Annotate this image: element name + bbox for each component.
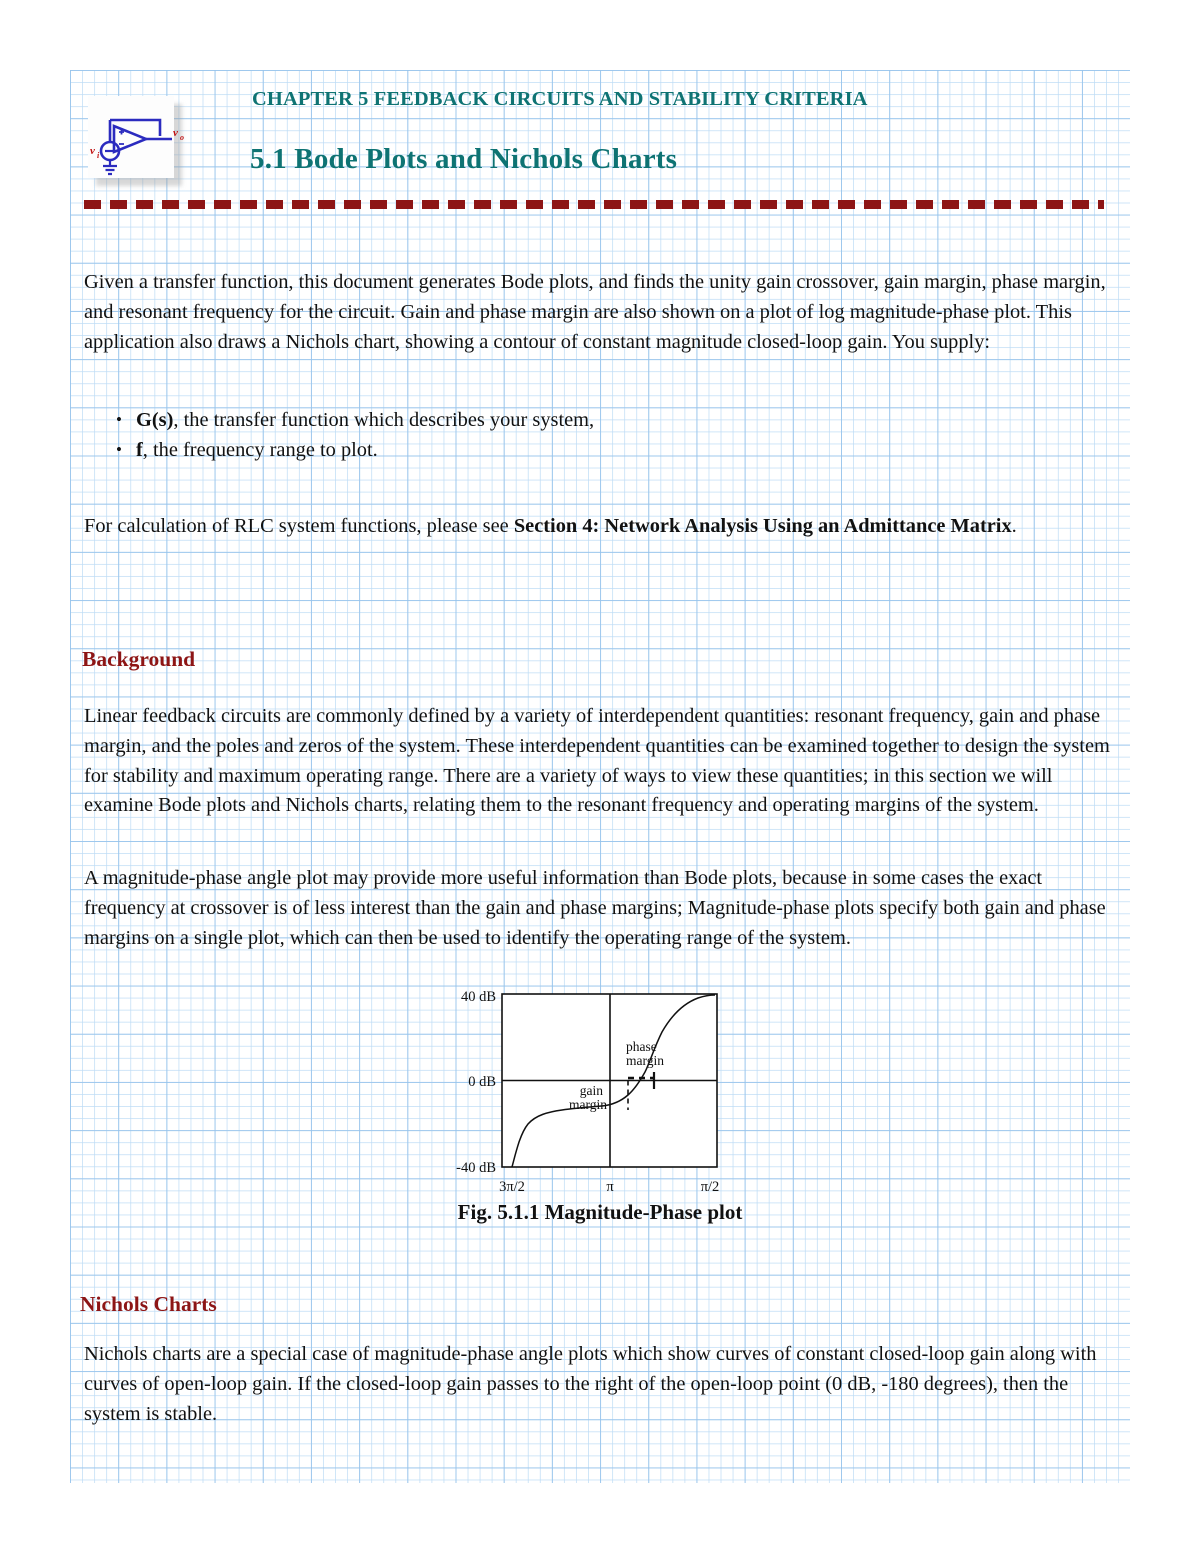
x-tick-label-pi2: π/2 [700,1179,720,1195]
gain-margin-label-line1: gain [579,1083,603,1098]
bullet-term: G(s) [136,409,174,431]
svg-text:o: o [180,133,184,142]
nichols-paragraph: Nichols charts are a special case of magnitude-phase angle plots which show curves of constant closed-loop gain along with curves of open-loop gain. If the closed-loop gain passes to the right of the open-loop point (0 dB, -180 degrees), then the system is stable. [84,1343,1097,1425]
list-item [110,406,810,436]
x-tick-label-3pi2: 3π/2 [499,1179,525,1195]
nichols-charts-heading: Nichols Charts [80,1292,217,1316]
chapter-title: CHAPTER 5 FEEDBACK CIRCUITS AND STABILITY CRITERIA [252,88,868,110]
reference-prefix: For calculation of RLC system functions, please see [84,515,514,537]
header-divider [84,200,1104,209]
requirements-list [110,406,810,466]
reference-suffix: . [1011,515,1017,537]
svg-text:v: v [173,127,178,139]
y-tick-label-0db: 0 dB [468,1074,496,1090]
list-item [110,436,810,466]
phase-margin-label-line1: phase [626,1039,657,1054]
bullet-text: , the frequency range to plot. [142,438,378,461]
gain-margin-label-line2: margin [569,1097,607,1112]
background-paragraph-1: Linear feedback circuits are commonly defined by a variety of interdependent quantities: resonant frequency, gain and phase margin, and the poles and zeros of the system. These interdependent quantities can be examined together to design the system for stability and maximum operating range. There are a variety of ways to view these quantities; in this section we will examine Bode plots and Nichols charts, relating them to the resonant frequency and operating margins of the system. [84,705,1110,817]
figure-caption: Fig. 5.1.1 Magnitude-Phase plot [457,1200,743,1224]
svg-text:v: v [90,145,95,157]
intro-paragraph: Given a transfer function, this document generates Bode plots, and finds the unity gain crossover, gain margin, phase margin, and resonant frequency for the circuit. Gain and phase margin are also shown on a plot of log magnitude-phase plot. This application also draws a Nichols chart, showing a contour of constant magnitude closed-loop gain. You supply: [84,271,1106,353]
bullet-term: f [136,438,143,461]
background-heading: Background [82,647,196,671]
y-tick-label-40db: 40 dB [460,989,496,1005]
svg-text:i: i [97,151,100,160]
phase-margin-label-line2: margin [626,1053,664,1068]
section-title: 5.1 Bode Plots and Nichols Charts [250,143,678,175]
reference-paragraph [84,512,1119,542]
reference-link[interactable]: Section 4: Network Analysis Using an Admittance Matrix [513,515,1012,537]
y-tick-label-minus40db: -40 dB [456,1160,496,1176]
background-paragraph-2: A magnitude-phase angle plot may provide more useful information than Bode plots, because in some cases the exact frequency at crossover is of less interest than the gain and phase margins; Magnitude-phase plots specify both gain and phase margins on a single plot, which can then be used to identify the operating range of the system. [84,867,1106,949]
x-tick-label-pi: π [606,1179,614,1195]
opamp-circuit-icon [88,96,186,188]
magnitude-phase-figure [440,982,740,1197]
opamp-circuit-logo [88,96,186,188]
bullet-text: , the transfer function which describes your system, [173,409,595,431]
magnitude-phase-plot [440,982,740,1197]
